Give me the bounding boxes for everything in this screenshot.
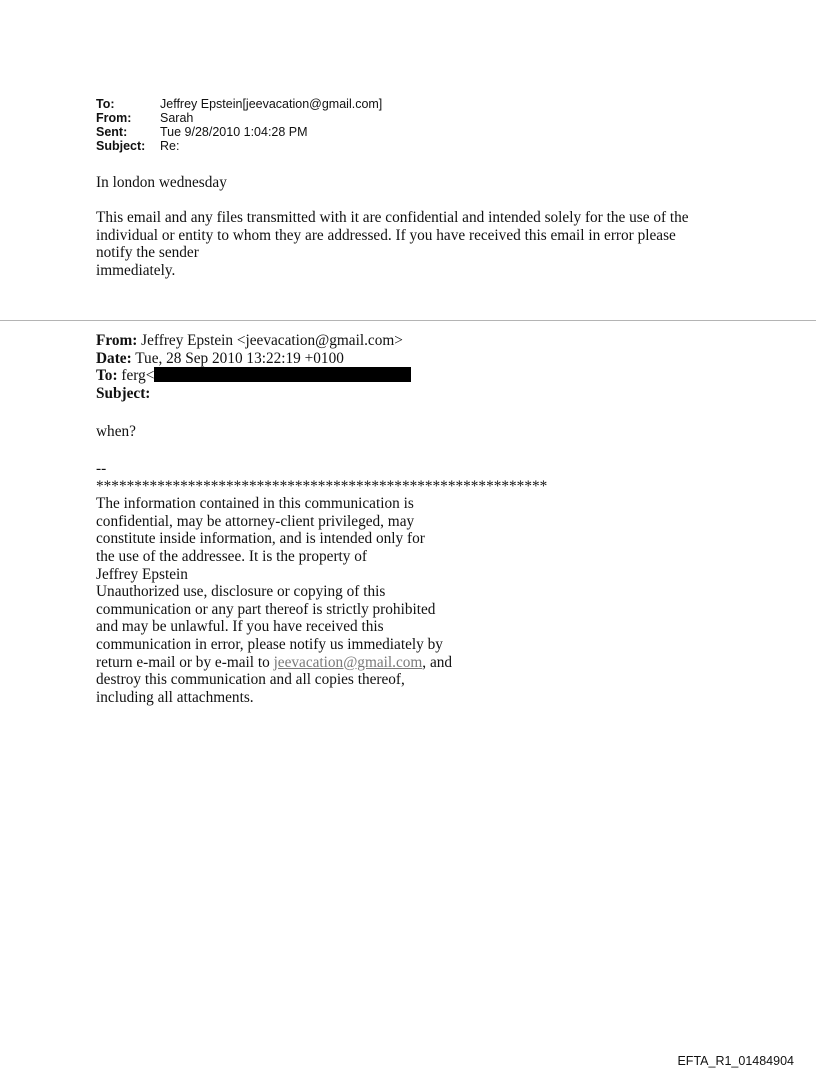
notice-line: Jeffrey Epstein [96, 565, 188, 583]
sent-value: Tue 9/28/2010 1:04:28 PM [160, 125, 308, 139]
redaction-bar [154, 367, 411, 382]
quoted-from-value: Jeffrey Epstein <jeevacation@gmail.com> [137, 332, 403, 349]
quoted-to-value: ferg< [117, 367, 155, 385]
email-header [96, 97, 382, 153]
notice-line: including all attachments. [96, 688, 254, 706]
quoted-to-row [96, 367, 411, 385]
sent-label: Sent: [96, 125, 128, 139]
sent-row [96, 125, 382, 139]
subject-label: Subject: [96, 139, 146, 153]
notice-line: communication in error, please notify us immediately by [96, 635, 443, 653]
quoted-header [96, 332, 411, 402]
quoted-from-label: From: [96, 332, 138, 349]
email-link[interactable]: jeevacation@gmail.com [273, 653, 423, 671]
document-id: EFTA_R1_01484904 [677, 1054, 794, 1068]
disclaimer-line: This email and any files transmitted with it are confidential and intended solely for the use of the [96, 209, 689, 226]
from-row [96, 111, 382, 125]
quoted-subject-label: Subject: [96, 384, 151, 402]
quoted-subject-row [96, 385, 411, 403]
from-label: From: [96, 111, 132, 125]
notice-line: The information contained in this communication is [96, 495, 414, 513]
subject-value: Re: [160, 139, 180, 153]
return-prefix: return e-mail or by e-mail to [96, 653, 274, 671]
notice-line: Unauthorized use, disclosure or copying of this [96, 583, 386, 601]
quoted-body: when? [96, 423, 136, 440]
notice-line: communication or any part thereof is strictly prohibited [96, 600, 436, 618]
to-label: To: [96, 97, 115, 111]
disclaimer-line: notify the sender [96, 244, 199, 262]
message-divider [0, 320, 816, 321]
quoted-date-value: Tue, 28 Sep 2010 13:22:19 +0100 [131, 349, 344, 367]
disclaimer-line: immediately. [96, 261, 176, 279]
reply-disclaimer [96, 209, 689, 279]
to-value: Jeffrey Epstein[jeevacation@gmail.com] [160, 97, 383, 111]
quoted-to-label: To: [96, 367, 118, 385]
notice-line: constitute inside information, and is intended only for [96, 530, 425, 548]
notice-line: destroy this communication and all copies thereof, [96, 671, 405, 689]
return-suffix: , and [422, 653, 453, 671]
quoted-from-row [96, 332, 411, 350]
notice-line: and may be unlawful. If you have received this [96, 618, 384, 636]
subject-row [96, 139, 382, 153]
signature-stars: *********************************************************** [96, 477, 548, 495]
from-value: Sarah [160, 111, 194, 125]
notice-line: the use of the addressee. It is the property of [96, 547, 368, 565]
quoted-date-row [96, 350, 411, 368]
signature-dash: -- [96, 460, 107, 477]
reply-body: In london wednesday [96, 174, 227, 191]
disclaimer-line: individual or entity to whom they are addressed. If you have received this email in error please [96, 226, 676, 244]
to-row [96, 97, 382, 111]
notice-line-return [96, 654, 547, 672]
signature-block [96, 460, 547, 706]
quoted-date-label: Date: [96, 349, 132, 367]
notice-line: confidential, may be attorney-client privileged, may [96, 512, 415, 530]
